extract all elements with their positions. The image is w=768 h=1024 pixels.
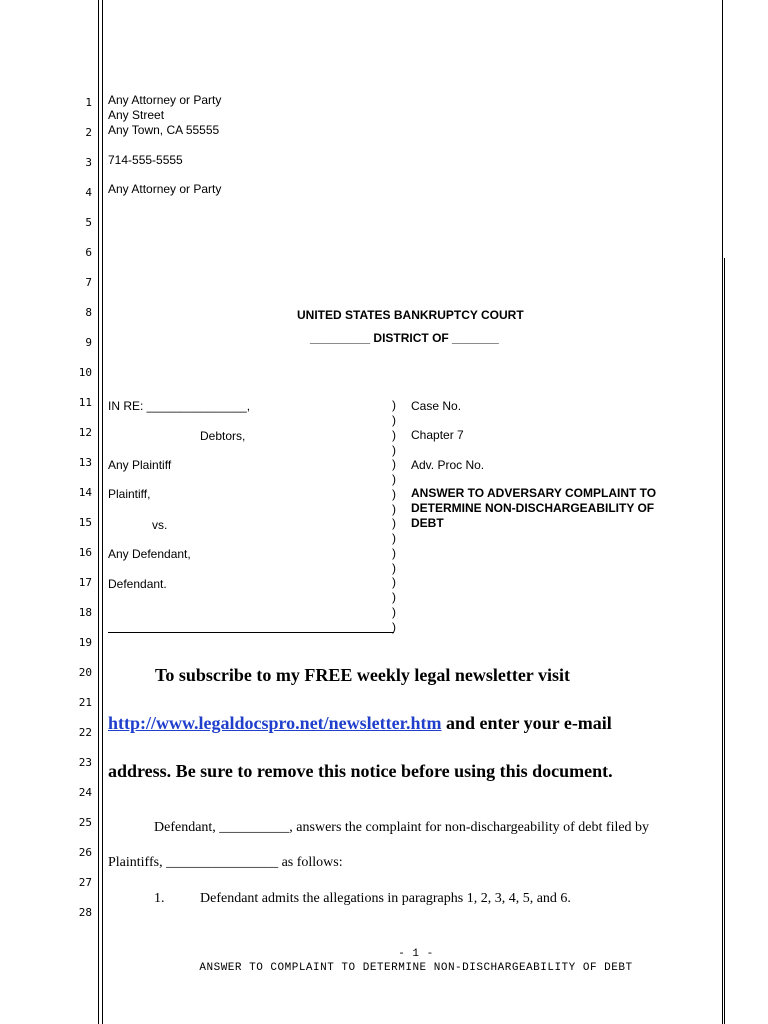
line-number: 27 bbox=[78, 876, 92, 889]
caption-plaintiff-label: Plaintiff, bbox=[108, 487, 151, 501]
line-number: 14 bbox=[78, 486, 92, 499]
line-number: 16 bbox=[78, 546, 92, 559]
line-number: 2 bbox=[85, 126, 92, 139]
line-number: 17 bbox=[78, 576, 92, 589]
line-number: 21 bbox=[78, 696, 92, 709]
line-number: 1 bbox=[85, 96, 92, 109]
paren: ) bbox=[392, 605, 396, 619]
line-number: 12 bbox=[78, 426, 92, 439]
notice-line1: To subscribe to my FREE weekly legal newsletter visit bbox=[155, 665, 570, 685]
paren: ) bbox=[392, 546, 396, 560]
line-number: 13 bbox=[78, 456, 92, 469]
paren: ) bbox=[392, 413, 396, 427]
caption-vs: vs. bbox=[152, 518, 168, 532]
footer-title: ANSWER TO COMPLAINT TO DETERMINE NON-DISCHARGEABILITY OF DEBT bbox=[199, 962, 633, 974]
line-number: 9 bbox=[85, 336, 92, 349]
case-number: Case No. bbox=[411, 399, 462, 413]
item-1-text: Defendant admits the allegations in paragraphs 1, 2, 3, 4, 5, and 6. bbox=[200, 891, 571, 906]
caption-defendant-name: Any Defendant, bbox=[108, 547, 191, 561]
line-number: 15 bbox=[78, 516, 92, 529]
document-title-line2: DETERMINE NON-DISCHARGEABILITY OF bbox=[411, 501, 655, 515]
paren: ) bbox=[392, 443, 396, 457]
line-number: 5 bbox=[85, 216, 92, 229]
line-number: 7 bbox=[85, 276, 92, 289]
page-number: - 1 - bbox=[398, 948, 434, 960]
paragraph-1-line2: Plaintiffs, ________________ as follows: bbox=[108, 855, 343, 870]
right-margin-rule-outer bbox=[724, 258, 725, 1024]
line-number: 23 bbox=[78, 756, 92, 769]
item-1-number: 1. bbox=[154, 891, 165, 906]
paragraph-1-line1: Defendant, __________, answers the complaint for non-dischargeability of debt filed by bbox=[154, 820, 650, 835]
paren: ) bbox=[392, 531, 396, 545]
attorney-phone: 714-555-5555 bbox=[108, 153, 183, 167]
line-number: 25 bbox=[78, 816, 92, 829]
paren: ) bbox=[392, 428, 396, 442]
caption-plaintiff-name: Any Plaintiff bbox=[108, 458, 172, 472]
right-margin-rule bbox=[722, 0, 723, 1024]
line-number: 20 bbox=[78, 666, 92, 679]
document-title-line3: DEBT bbox=[411, 516, 444, 530]
paren: ) bbox=[392, 516, 396, 530]
notice-line3: address. Be sure to remove this notice before using this document. bbox=[108, 761, 613, 781]
line-number: 18 bbox=[78, 606, 92, 619]
line-number: 24 bbox=[78, 786, 92, 799]
line-number: 22 bbox=[78, 726, 92, 739]
paren: ) bbox=[392, 472, 396, 486]
caption-underline bbox=[108, 632, 394, 633]
line-number: 10 bbox=[78, 366, 92, 379]
court-name: UNITED STATES BANKRUPTCY COURT bbox=[297, 308, 524, 322]
court-district: _________ DISTRICT OF _______ bbox=[310, 331, 499, 345]
newsletter-link[interactable]: http://www.legaldocspro.net/newsletter.htm bbox=[108, 713, 442, 733]
attorney-name: Any Attorney or Party bbox=[108, 93, 222, 107]
paren: ) bbox=[392, 561, 396, 575]
caption-in-re: IN RE: _______________, bbox=[108, 399, 251, 413]
attorney-street: Any Street bbox=[108, 108, 165, 122]
attorney-city: Any Town, CA 55555 bbox=[108, 123, 220, 137]
adv-proc-number: Adv. Proc No. bbox=[411, 458, 485, 472]
paren: ) bbox=[392, 502, 396, 516]
attorney-for: Any Attorney or Party bbox=[108, 182, 222, 196]
caption-debtors: Debtors, bbox=[200, 429, 246, 443]
chapter: Chapter 7 bbox=[411, 428, 464, 442]
left-margin-rule-inner bbox=[102, 0, 103, 1024]
notice-line2-rest: and enter your e-mail bbox=[441, 713, 612, 733]
paren: ) bbox=[392, 590, 396, 604]
paren: ) bbox=[392, 398, 396, 412]
line-number: 11 bbox=[78, 396, 92, 409]
paren: ) bbox=[392, 575, 396, 589]
notice-line2 bbox=[108, 713, 612, 735]
line-number: 4 bbox=[85, 186, 92, 199]
document-title-line1: ANSWER TO ADVERSARY COMPLAINT TO bbox=[411, 486, 657, 500]
paren: ) bbox=[392, 457, 396, 471]
line-number: 19 bbox=[78, 636, 92, 649]
paren: ) bbox=[392, 487, 396, 501]
line-number: 28 bbox=[78, 906, 92, 919]
caption-defendant-label: Defendant. bbox=[108, 577, 167, 591]
left-margin-rule bbox=[98, 0, 99, 1024]
line-number: 6 bbox=[85, 246, 92, 259]
line-number: 26 bbox=[78, 846, 92, 859]
paren: ) bbox=[392, 620, 396, 634]
line-number: 8 bbox=[85, 306, 92, 319]
line-number: 3 bbox=[85, 156, 92, 169]
